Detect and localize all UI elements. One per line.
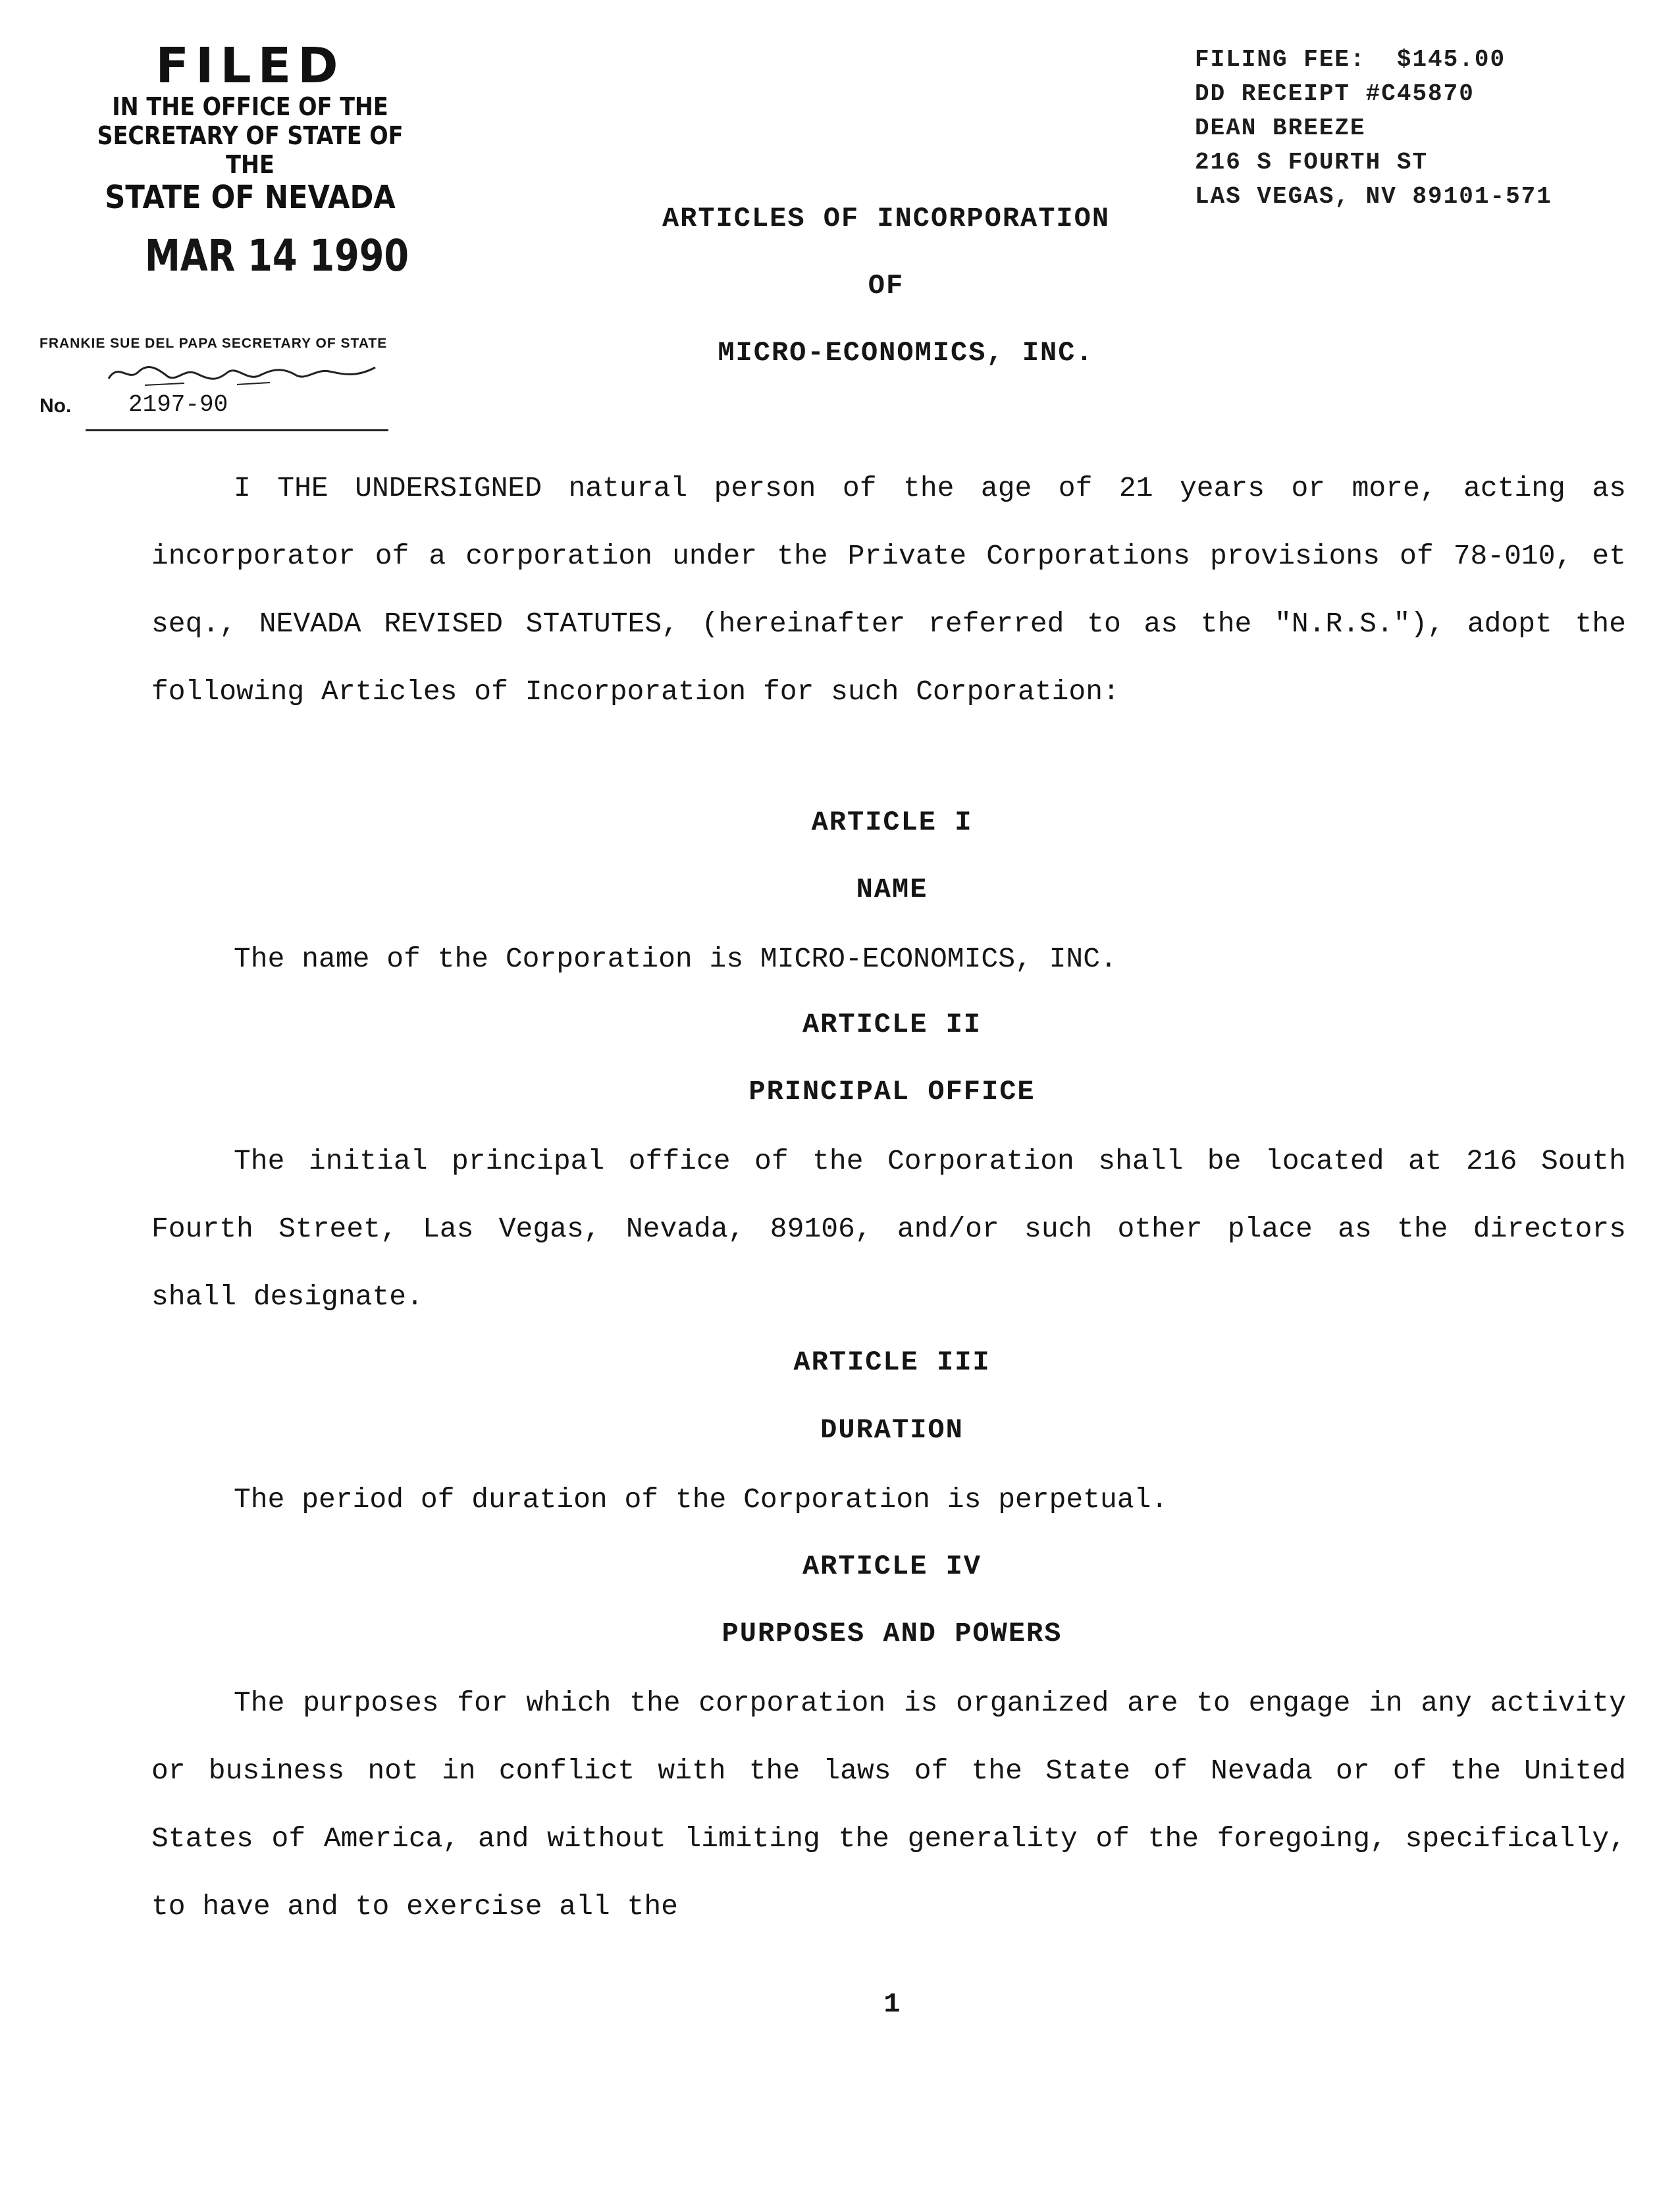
company-name-title: MICRO-ECONOMICS, INC. bbox=[718, 337, 1094, 369]
stamp-date: MAR 14 1990 bbox=[145, 230, 409, 281]
stamp-line-2: SECRETARY OF STATE OF THE bbox=[97, 121, 404, 179]
article-2-title: PRINCIPAL OFFICE bbox=[748, 1076, 1036, 1107]
intro-text: I THE UNDERSIGNED natural person of the age of 21 years or more, acting as incorporator of a corporation under the Private Corporations provisions of 78-010, et seq., NEVADA REVISED STATUTES, (hereinafter referred to as the "N.R.S."), adopt the following Articles of Incorporation for such Corporation: bbox=[151, 472, 1626, 708]
receipt-line: DD RECEIPT #C45870 bbox=[1195, 80, 1475, 107]
article-1-text: The name of the Corporation is MICRO-ECONOMICS, INC. bbox=[234, 943, 1117, 975]
stamp-no-label: No. bbox=[39, 395, 72, 417]
stamp-filed: FILED bbox=[155, 38, 345, 94]
article-4-title: PURPOSES AND POWERS bbox=[722, 1618, 1063, 1649]
article-1-heading: ARTICLE I bbox=[811, 807, 973, 838]
article-2-text: The initial principal office of the Corporation shall be located at 216 South Fourth Street, Las Vegas, Nevada, 89106, and/or such other place as the directors shall designate. bbox=[151, 1145, 1626, 1313]
stamp-line-1: IN THE OFFICE OF THE bbox=[112, 92, 388, 121]
city-line: LAS VEGAS, NV 89101-571 bbox=[1195, 183, 1552, 210]
name-line: DEAN BREEZE bbox=[1195, 115, 1366, 142]
article-4-text: The purposes for which the corporation is organized are to engage in any activity or business not in conflict with the laws of the State of Nevada or of the United States of America, and without limiting the generality of the foregoing, specifically, to have and to exercise all the bbox=[151, 1687, 1626, 1923]
stamp-number: 2197-90 bbox=[128, 391, 228, 418]
stamp-secretary-line: FRANKIE SUE DEL PAPA SECRETARY OF STATE bbox=[39, 336, 388, 351]
document-title: ARTICLES OF INCORPORATION bbox=[662, 203, 1111, 234]
filing-info-block bbox=[1195, 43, 1552, 214]
article-2-heading: ARTICLE II bbox=[802, 1009, 982, 1040]
page-number: 1 bbox=[883, 1988, 901, 2020]
filing-fee-line: FILING FEE: $145.00 bbox=[1195, 46, 1506, 73]
document-title-of: OF bbox=[868, 270, 905, 302]
filed-stamp bbox=[59, 40, 441, 216]
article-2-paragraph bbox=[151, 1127, 1626, 1331]
article-1-paragraph bbox=[151, 925, 1626, 993]
article-4-heading: ARTICLE IV bbox=[802, 1551, 982, 1582]
article-3-text: The period of duration of the Corporation is perpetual. bbox=[234, 1483, 1168, 1516]
article-3-title: DURATION bbox=[820, 1414, 964, 1446]
stamp-underline bbox=[86, 429, 388, 431]
article-1-title: NAME bbox=[856, 874, 928, 905]
article-3-heading: ARTICLE III bbox=[793, 1346, 991, 1378]
article-3-paragraph bbox=[151, 1466, 1626, 1533]
street-line: 216 S FOURTH ST bbox=[1195, 149, 1429, 176]
stamp-state: STATE OF NEVADA bbox=[105, 179, 396, 216]
article-4-paragraph bbox=[151, 1669, 1626, 1940]
intro-paragraph bbox=[151, 454, 1626, 726]
